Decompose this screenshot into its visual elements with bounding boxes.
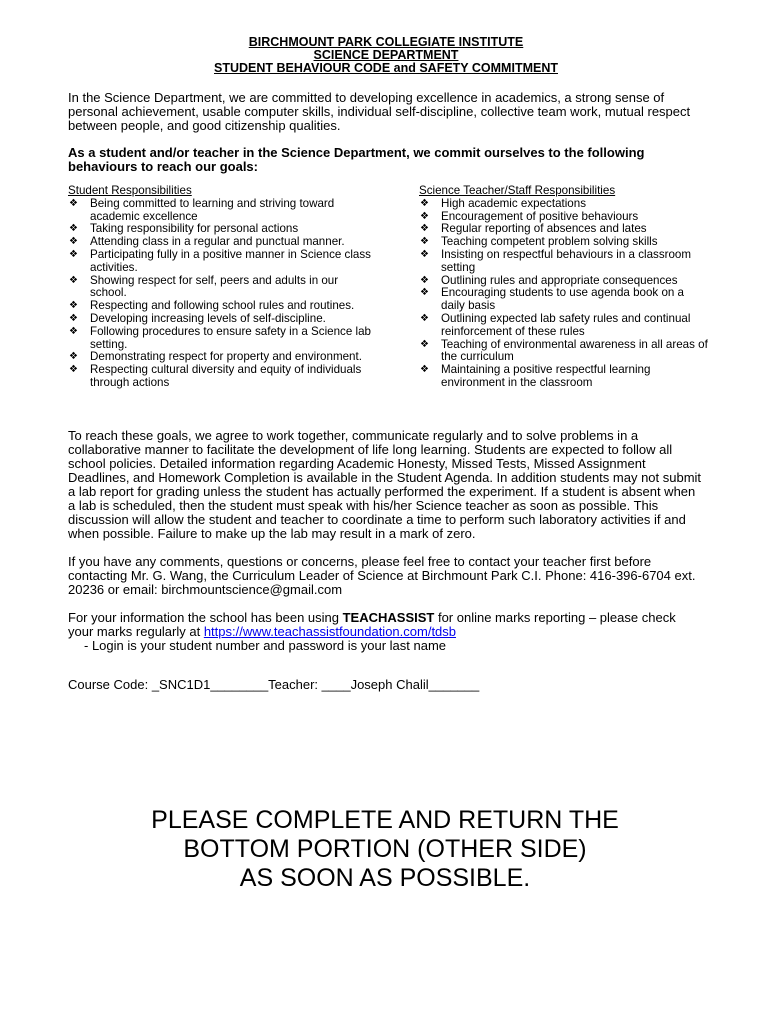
list-item: ❖ Outlining expected lab safety rules and continual reinforcement of these rules <box>420 311 691 338</box>
teachassist-link[interactable]: https://www.teachassistfoundation.com/tdsb <box>203 624 457 639</box>
list-item: ❖ Teaching competent problem solving skills <box>420 235 658 249</box>
list-item: ❖ Following procedures to ensure safety in a Science lab setting. <box>69 324 371 351</box>
list-item: ❖ Showing respect for self, peers and adults in our school. <box>69 273 339 300</box>
login-note: - Login is your student number and password is your last name <box>84 638 447 653</box>
department-name: SCIENCE DEPARTMENT <box>313 48 459 62</box>
diamond-bullet-icon: ❖ <box>420 236 429 248</box>
list-item: ❖ Outlining rules and appropriate consequences <box>420 273 678 287</box>
list-item: ❖ Regular reporting of absences and lates <box>420 222 647 236</box>
course-info-line: Course Code: _SNC1D1________Teacher: ____Joseph Chalil_______ <box>68 677 480 692</box>
contact-paragraph: If you have any comments, questions or concerns, please feel free to contact your teacher first before contacting Mr. G. Wang, the Curriculum Leader of Science at Birchmount Park C.I. Phone: 416-396-6704 ext. 20236 or email: birchmountscience@gmail.com <box>68 554 696 597</box>
student-responsibilities-list <box>68 198 378 390</box>
list-item: ❖ Encouraging students to use agenda book on a daily basis <box>420 286 685 313</box>
list-item: ❖ Developing increasing levels of self-discipline. <box>69 311 326 325</box>
teacher-responsibilities-list <box>419 198 709 390</box>
diamond-bullet-icon: ❖ <box>420 364 429 376</box>
list-item: ❖ Insisting on respectful behaviours in a classroom setting <box>420 247 692 274</box>
diamond-bullet-icon: ❖ <box>69 312 78 324</box>
list-item: ❖ Participating fully in a positive manner in Science class activities. <box>69 247 371 274</box>
school-name: BIRCHMOUNT PARK COLLEGIATE INSTITUTE <box>248 35 524 49</box>
teacher-responsibilities-heading: Science Teacher/Staff Responsibilities <box>419 184 616 197</box>
list-item: ❖ High academic expectations <box>420 196 587 210</box>
diamond-bullet-icon: ❖ <box>69 300 78 312</box>
return-notice <box>0 806 770 893</box>
document-title: STUDENT BEHAVIOUR CODE and SAFETY COMMITMENT <box>214 61 558 75</box>
teacher-responsibilities <box>419 185 709 390</box>
diamond-bullet-icon: ❖ <box>420 312 429 324</box>
return-notice-line: AS SOON AS POSSIBLE. <box>239 864 531 892</box>
list-item: ❖ Teaching of environmental awareness in all areas of the curriculum <box>420 337 708 364</box>
diamond-bullet-icon: ❖ <box>420 248 429 260</box>
responsibilities-columns <box>68 184 708 429</box>
list-item: ❖ Demonstrating respect for property and environment. <box>69 350 362 364</box>
diamond-bullet-icon: ❖ <box>69 236 78 248</box>
diamond-bullet-icon: ❖ <box>420 197 429 209</box>
list-item: ❖ Respecting and following school rules and routines. <box>69 299 355 313</box>
diamond-bullet-icon: ❖ <box>69 364 78 376</box>
intro-paragraph: In the Science Department, we are committed to developing excellence in academics, a strong sense of personal achievement, usable computer skills, individual self-discipline, collective team work, mutual respect between people, and good citizenship qualities. <box>68 90 691 133</box>
diamond-bullet-icon: ❖ <box>420 287 429 299</box>
teachassist-brand: TEACHASSIST <box>342 610 435 625</box>
diamond-bullet-icon: ❖ <box>69 197 78 209</box>
diamond-bullet-icon: ❖ <box>420 338 429 350</box>
goals-paragraph: To reach these goals, we agree to work together, communicate regularly and to solve problems in a collaborative manner to facilitate the development of life long learning. Students are expected to follow all school policies. Detailed information regarding Academic Honesty, Missed Tests, Missed Assignment Deadlines, and Homework Completion is available in the Student Agenda. In addition students may not submit a lab report for grading unless the student has actually performed the experiment. If a student is absent when a lab is scheduled, then the student must speak with his/her Science teacher as soon as possible. This discussion will allow the student and teacher to coordinate a time to perform such laboratory activities if and when possible. Failure to make up the lab may result in a mark of zero. <box>68 428 702 541</box>
list-item: ❖ Respecting cultural diversity and equity of individuals through actions <box>69 363 362 389</box>
list-item: ❖ Being committed to learning and striving toward academic excellence <box>69 196 335 223</box>
diamond-bullet-icon: ❖ <box>420 274 429 286</box>
diamond-bullet-icon: ❖ <box>69 223 78 235</box>
teachassist-paragraph: For your information the school has been using TEACHASSIST for online marks reporting – please check your marks regularly at https://www.teachassistfoundation.com/tdsb <box>68 610 676 639</box>
document-page <box>68 35 708 692</box>
diamond-bullet-icon: ❖ <box>69 325 78 337</box>
diamond-bullet-icon: ❖ <box>69 351 78 363</box>
diamond-bullet-icon: ❖ <box>420 210 429 222</box>
student-responsibilities-heading: Student Responsibilities <box>68 184 192 197</box>
return-notice-line: BOTTOM PORTION (OTHER SIDE) <box>183 835 587 863</box>
commitment-statement: As a student and/or teacher in the Science Department, we commit ourselves to the following behaviours to reach our goals: <box>68 145 645 174</box>
diamond-bullet-icon: ❖ <box>69 274 78 286</box>
list-item: ❖ Maintaining a positive respectful learning environment in the classroom <box>420 363 651 389</box>
list-item: ❖ Attending class in a regular and punctual manner. <box>69 235 345 249</box>
return-notice-line: PLEASE COMPLETE AND RETURN THE <box>151 806 619 834</box>
diamond-bullet-icon: ❖ <box>69 248 78 260</box>
list-item: ❖ Encouragement of positive behaviours <box>420 209 639 223</box>
student-responsibilities <box>68 185 378 390</box>
diamond-bullet-icon: ❖ <box>420 223 429 235</box>
list-item: ❖ Taking responsibility for personal actions <box>69 222 299 236</box>
